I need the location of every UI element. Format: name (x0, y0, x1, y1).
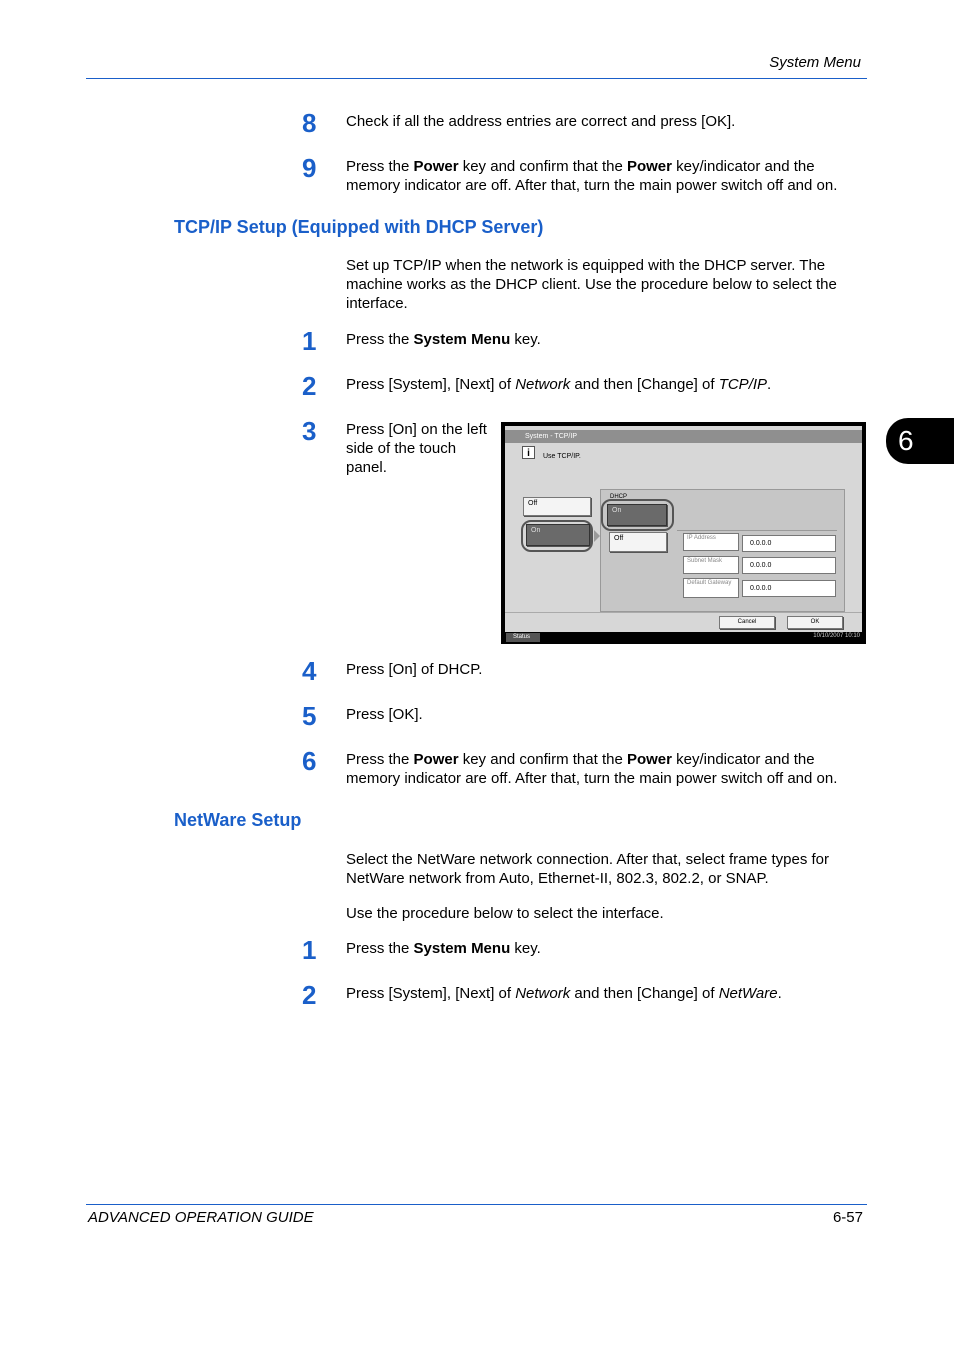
step-text: Press the Power key and confirm that the Power key/indicator and the memory indicator are off. After that, turn the main power switch off and on. (346, 751, 838, 787)
dhcp-group (600, 489, 845, 612)
running-header: System Menu (769, 54, 861, 71)
chapter-tab: 6 (886, 418, 954, 464)
page-number: 6-57 (832, 1209, 863, 1226)
step-number: 2 (302, 371, 317, 401)
step-text: Press the System Menu key. (346, 940, 541, 957)
subnet-mask-value[interactable]: 0.0.0.0 (742, 557, 836, 574)
section-title: TCP/IP Setup (Equipped with DHCP Server) (174, 217, 544, 237)
step-number: 1 (302, 326, 317, 356)
step-number: 3 (302, 416, 317, 446)
footer-rule (86, 1204, 867, 1205)
tcpip-off-button[interactable]: Off (523, 497, 591, 516)
header-rule (86, 78, 867, 79)
section-title: NetWare Setup (174, 810, 302, 830)
subnet-mask-label: Subnet Mask (683, 556, 739, 574)
status-button[interactable]: Status (506, 633, 540, 642)
section-intro: Set up TCP/IP when the network is equipped with the DHCP server. The machine works as the DHCP client. Use the procedure below to select the interface. (346, 257, 837, 312)
status-bar (501, 632, 866, 644)
step-number: 1 (302, 935, 317, 965)
ip-address-label: IP Address (683, 533, 739, 551)
divider (677, 530, 837, 531)
panel-title: System - TCP/IP (505, 430, 862, 443)
step-text: Press [System], [Next] of Network and then [Change] of TCP/IP. (346, 376, 772, 393)
step-number: 9 (302, 153, 317, 183)
step-text: Press [OK]. (346, 706, 423, 723)
step-number: 4 (302, 656, 317, 686)
step-text: Press [On] on the left side of the touch panel. (346, 421, 487, 476)
step-number: 2 (302, 980, 317, 1010)
step-text: Check if all the address entries are correct and press [OK]. (346, 113, 736, 130)
divider (505, 612, 862, 613)
default-gateway-value[interactable]: 0.0.0.0 (742, 580, 836, 597)
step-text: Press the System Menu key. (346, 331, 541, 348)
dhcp-off-button[interactable]: Off (609, 532, 667, 552)
panel-screen (505, 426, 862, 632)
footer-title: ADVANCED OPERATION GUIDE (88, 1209, 314, 1226)
step-text: Press [System], [Next] of Network and then [Change] of NetWare. (346, 985, 782, 1002)
step-number: 5 (302, 701, 317, 731)
step-text: Press the Power key and confirm that the Power key/indicator and the memory indicator are off. After that, turn the main power switch off and on. (346, 158, 838, 194)
cancel-button[interactable]: Cancel (719, 616, 775, 629)
tcpip-on-button[interactable]: On (526, 524, 590, 546)
section-intro: Select the NetWare network connection. After that, select frame types for NetWare network from Auto, Ethernet-II, 802.3, 802.2, or SNAP. (346, 851, 830, 887)
ip-address-value[interactable]: 0.0.0.0 (742, 535, 836, 552)
status-datetime: 10/10/2007 10:10 (813, 633, 860, 639)
step-number: 6 (302, 746, 317, 776)
info-icon: i (522, 446, 535, 459)
section-intro: Use the procedure below to select the interface. (346, 905, 664, 922)
dhcp-label: DHCP (610, 494, 628, 500)
dhcp-on-button[interactable]: On (607, 504, 667, 526)
default-gateway-label: Default Gateway (683, 578, 739, 598)
ok-button[interactable]: OK (787, 616, 843, 629)
touch-panel-screenshot (501, 422, 866, 644)
panel-message: Use TCP/IP. (543, 453, 581, 460)
step-text: Press [On] of DHCP. (346, 661, 483, 678)
step-number: 8 (302, 108, 317, 138)
